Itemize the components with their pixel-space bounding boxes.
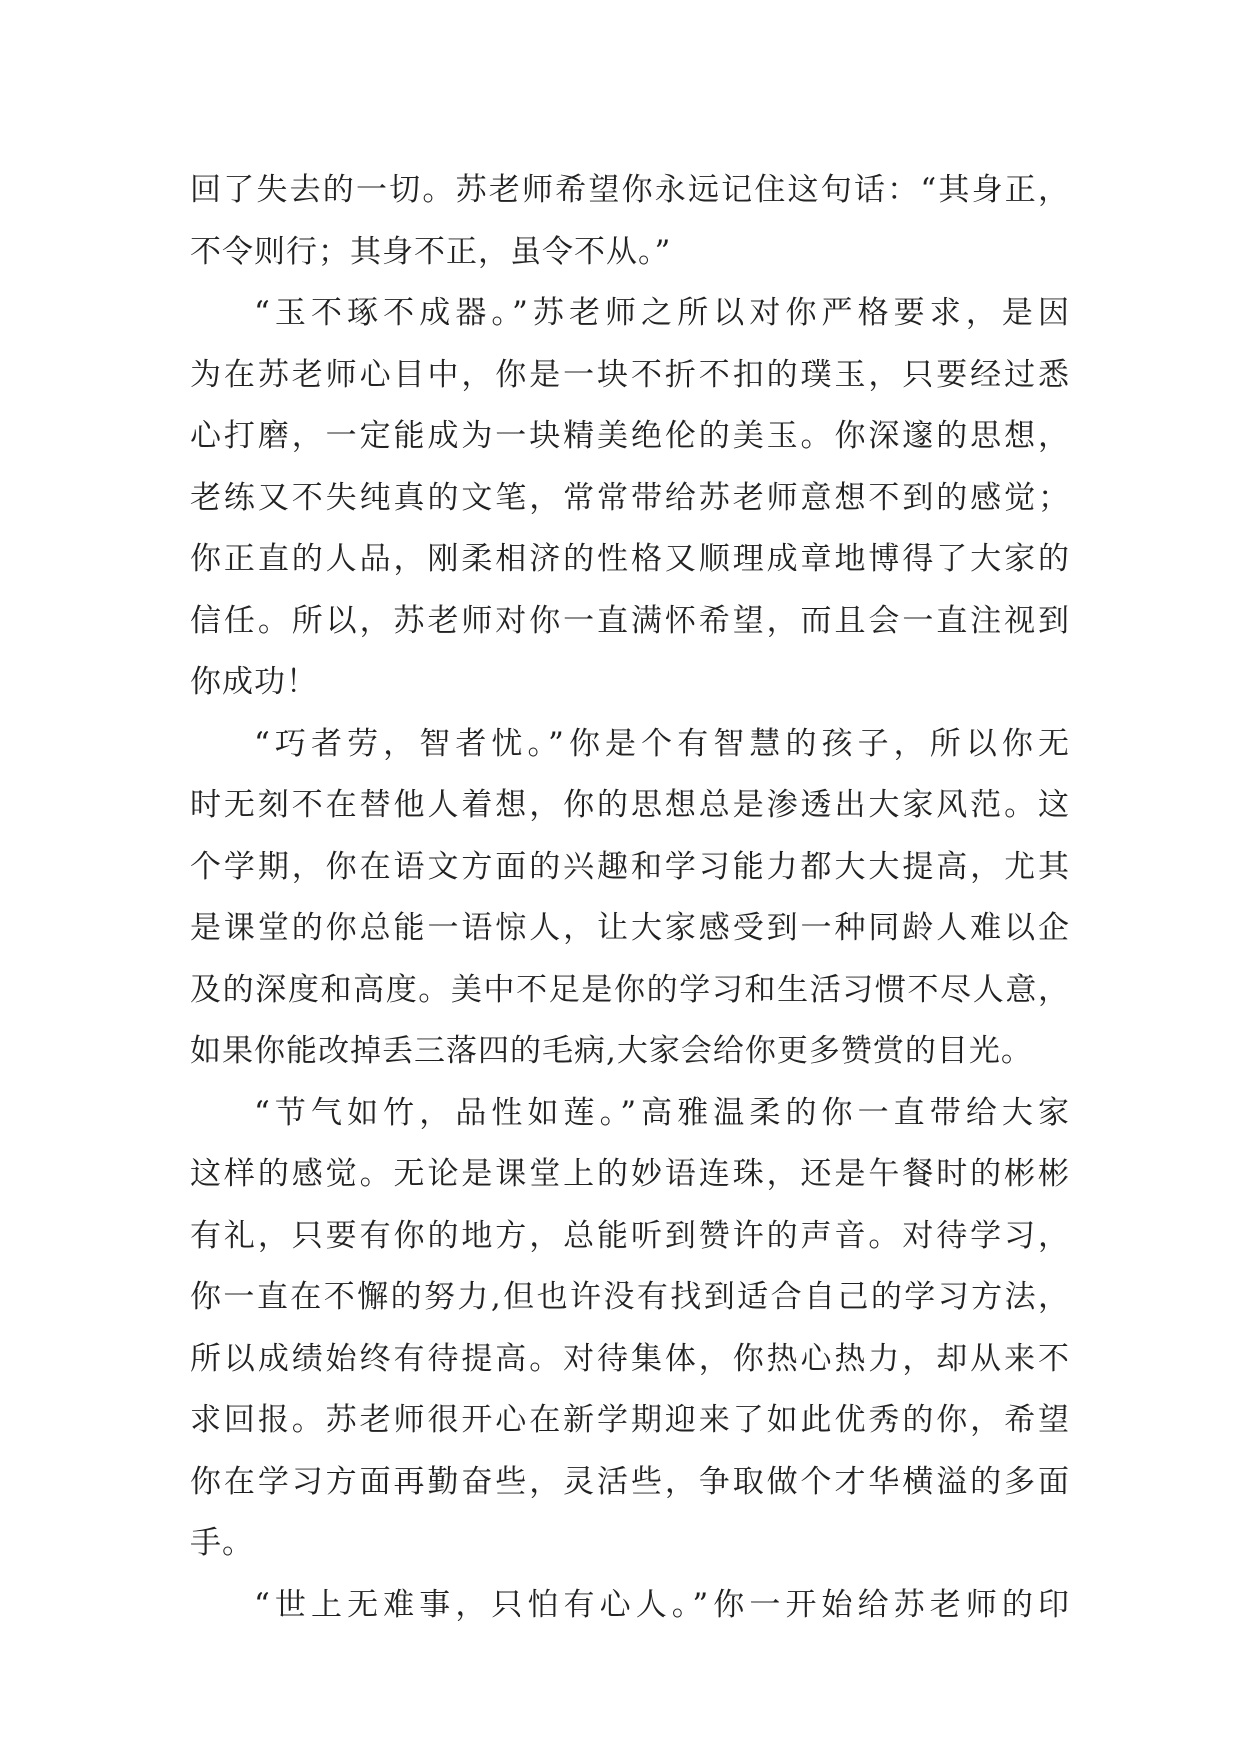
text-line: 有礼，只要有你的地方，总能听到赞许的声音。对待学习，	[190, 1217, 1070, 1254]
text-line: 及的深度和高度。美中不足是你的学习和生活习惯不尽人意，	[190, 971, 1070, 1008]
text-line: “巧者劳，智者忧。”你是个有智慧的孩子，所以你无	[254, 725, 1070, 762]
text-line: 时无刻不在替他人着想，你的思想总是渗透出大家风范。这	[190, 787, 1070, 823]
text-line: 心打磨，一定能成为一块精美绝伦的美玉。你深邃的思想，	[190, 418, 1070, 454]
text-line: 老练又不失纯真的文笔，常常带给苏老师意想不到的感觉；	[190, 479, 1070, 516]
text-line: 这样的感觉。无论是课堂上的妙语连珠，还是午餐时的彬彬	[190, 1156, 1070, 1192]
text-line: 所以成绩始终有待提高。对待集体，你热心热力，却从来不	[190, 1340, 1070, 1377]
text-line: “世上无难事，只怕有心人。”你一开始给苏老师的印	[254, 1586, 1070, 1623]
text-line: 手。	[190, 1525, 254, 1561]
text-line: 为在苏老师心目中，你是一块不折不扣的璞玉，只要经过悉	[190, 356, 1070, 393]
text-line: 你一直在不懈的努力,但也许没有找到适合自己的学习方法，	[190, 1279, 1070, 1315]
text-line: “节气如竹，品性如莲。”高雅温柔的你一直带给大家	[254, 1094, 1070, 1131]
text-line: 回了失去的一切。苏老师希望你永远记住这句话：“其身正，	[190, 172, 1070, 208]
text-line: 你在学习方面再勤奋些，灵活些，争取做个才华横溢的多面	[190, 1463, 1070, 1500]
text-line: 是课堂的你总能一语惊人，让大家感受到一种同龄人难以企	[190, 910, 1070, 946]
text-line: 你成功！	[190, 664, 318, 700]
text-line: “玉不琢不成器。”苏老师之所以对你严格要求，是因	[254, 295, 1070, 331]
text-line: 求回报。苏老师很开心在新学期迎来了如此优秀的你，希望	[190, 1402, 1070, 1438]
document-body	[190, 160, 1070, 1636]
text-line: 信任。所以，苏老师对你一直满怀希望，而且会一直注视到	[190, 602, 1070, 639]
text-line: 如果你能改掉丢三落四的毛病,大家会给你更多赞赏的目光。	[190, 1033, 1033, 1069]
text-line: 不令则行；其身不正，虽令不从。”	[190, 233, 672, 270]
text-line: 个学期，你在语文方面的兴趣和学习能力都大大提高，尤其	[190, 848, 1070, 885]
text-line: 你正直的人品，刚柔相济的性格又顺理成章地博得了大家的	[190, 541, 1070, 577]
